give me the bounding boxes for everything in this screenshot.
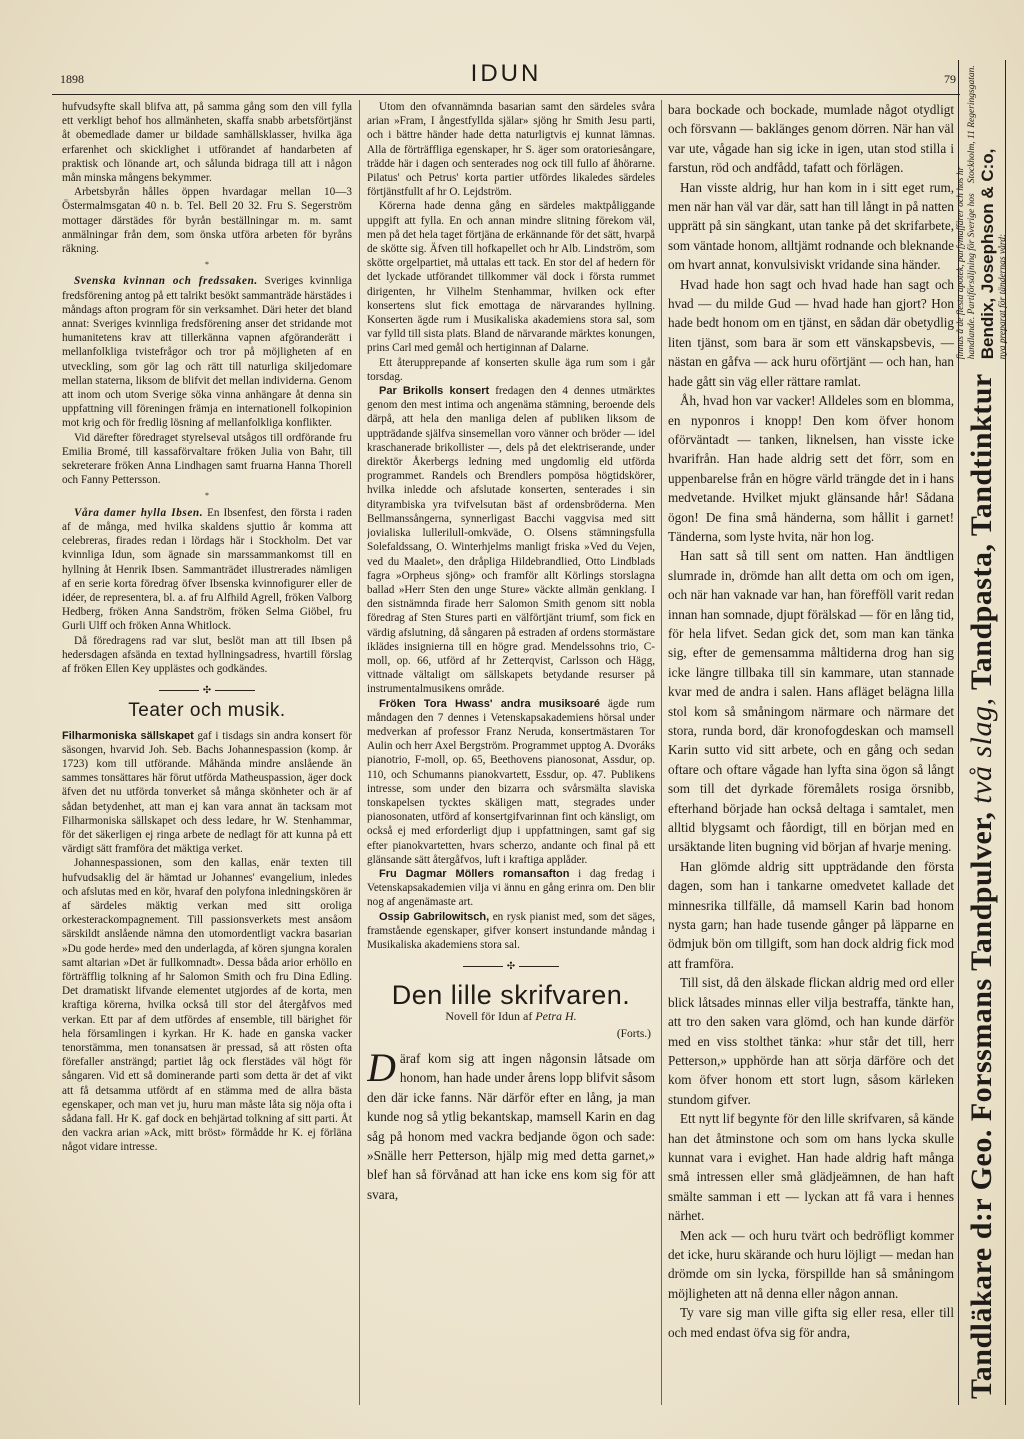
ad-wholesale-line: handlande. Partiförsäljning för Sverige hos	[966, 193, 977, 360]
paragraph: Vid därefter föredraget styrelseval utsågos till ordförande fru Emilia Bromé, till kassaförvaltare fröken Julia von Bahr, till sekreterare fröken Anna Lindhagen samt fruarna Hanna Thorell och Fanny Pettersson.	[62, 431, 352, 487]
article-moller	[367, 867, 655, 910]
paragraph: Ty vare sig man ville gifta sig eller resa, eller till och med endast öfva sig för andra,	[668, 1305, 954, 1340]
ad-product-paste: Tandpasta, Tandtinktur	[965, 373, 998, 690]
article-text: i dag fredag i Vetenskapsakademien vilja vi ännu en gång erinra om. Den blir nog af angenämaste art.	[367, 867, 655, 909]
paragraph: Till sist, då den älskade flickan aldrig med ord eller blick låtsades minnas eller vilja bestraffa, tänkte han, att tro den saken vara glömd, och han kunde därför med en viss stolthet tänka: »hur står det till, herr Petterson,» upphörde han att sörja därföre och det kom öfver honom ett stort lugn, såsom kärleken stundom gifver.	[668, 975, 954, 1107]
article-ossip	[367, 910, 655, 953]
page-number: 79	[944, 72, 956, 86]
serial-byline	[367, 1009, 655, 1023]
paragraph: Men ack — och huru tvärt och bedröfligt kommer det icke, huru skärande och huru löjligt — medan han drömde om sin lycka, förspillde han så småningom möjligheten att nå denna eller någon annan.	[668, 1227, 954, 1301]
article-filharmoniska	[62, 729, 352, 857]
paragraph: Han satt så till sent om natten. Han ändtligen slumrade in, drömde han allt detta om och om igen, och när han vaknade var han, han förefföll varit redan innan han somnade, djupt förälskad — för en lång tid, för hela lifvet. Sedan gick det, som man kan tänka sig, efter de gemensamma måltiderna drog han sig icke längre tillbaka till sin kammare, utan stannade kvar med de andra i salen. Hans afläget belägna lilla stol kom så småningom närmare och närmare det stora, runda bord, där kronofogdeskan och mamsell Karin sutto vid sitt arbete, och en gång och sedan oftare och oftare vågade han lyfta sina ögon så långt som till det dyrkade föremålets rosiga örsnibb, efterhand började han också deltaga i samtalet, men alltid blygsamt och fåordigt, till en början med en ursäktande liten bugning vid början af hvarje mening.	[668, 548, 954, 855]
article-heading: Våra damer hylla Ibsen.	[74, 506, 204, 519]
paragraph: Ett återupprepande af konserten skulle äga rum som i går torsdag.	[367, 356, 655, 383]
column-3	[668, 100, 954, 1405]
article-heading: Ossip Gabrilowitsch,	[379, 910, 490, 923]
advertisement-rotated	[955, 60, 1008, 1405]
page-header	[52, 60, 960, 95]
article-text: En Ibsenfest, den första i raden af de många, med hvilka skaldens sjuttio år komma att celebreras, firades redan i lördags här i Stockholm. Det var kvinnliga Idun, som ägnade sin marssammankomst till en hyllning åt Henrik Ibsen. Sammanträdet illustrerades nämligen af en serie korta föredrag öfver Ibsenska kvinnofigurer eller de idéer, de representera, bl. a. af fru Alfhild Agrell, fröken Valborg Hedberg, fröken Anna Sandström, fröken Selma Giöbel, fru Gurli Ulff och fröken Anna Whitlock.	[62, 506, 352, 633]
article-heading: Filharmoniska sällskapet	[62, 729, 194, 742]
article-hwass	[367, 697, 655, 867]
article-text: fredagen den 4 dennes utmärktes genom den mest intima och angenäma stämning, beroende dels därpå, att hela den manliga delen af publiken liksom de uppträdande själfva sinsemellan voro vänner och bröder — idel kraschanerade brikollister —, dels på det elektriserande, under direktör Åkerbergs ledning med ungdomlig eld utförda programmet. Randels och Brendlers pompösa högtidskörer, hvilka inledde och afslutade konserten, senterades i sin dityrambiska yra tvifvelsutan bäst af ordensbröderna. Men Bellmanssångerna, synnerligast Bacchi vaggvisa med sitt jovialiska lullerilull-omkväde, O. Olsens stämningsfulla Solefaldssang, O. Winterhjelms manligt friska »Ved du Vejen, ved du Maalet», den dråpliga Hildebrandlied, Otto Lindblads fagra »Orpheus sjöng» och framför allt Körlings storslagna ballad »Herr Sten den unge Sture» väckte allmän genklang. I den sistnämnda firade herr Salomon Smith genom sitt nobla föredrag af Sten Stures parti en välförtjänt triumf, som fick en värdig afslutning, då sångaren på estraden af ordens stormästare iklädes insignierna till en högre grad. Mendelssohns trio, C-moll, op. 66, utförd af hr Zetterqvist, Carlsson och Hägg, vittnade vältaligt om sällskapets betydande resurser på instrumentalmusikens område.	[367, 385, 655, 696]
separator-star: *	[205, 491, 209, 501]
byline-prefix: Novell för Idun af	[445, 1008, 536, 1023]
advertisement-strip	[955, 60, 1008, 1405]
ad-brand: Tandläkare d:r Geo. Forssmans	[965, 978, 998, 1399]
article-heading: Fröken Tora Hwass' andra musiksoaré	[379, 697, 600, 710]
article-heading: Fru Dagmar Möllers romansafton	[379, 867, 570, 880]
column-rule	[359, 100, 360, 1405]
serial-continued: (Forts.)	[616, 1027, 651, 1040]
ad-dealer-name: Bendix, Josephson & C:o,	[977, 148, 997, 360]
column-1	[62, 100, 352, 1405]
ad-dealer-row	[967, 65, 978, 359]
paragraph: Då föredragens rad var slut, beslöt man att till Ibsen på hedersdagen afsända en textad hyllningsadress, hvartill förslag af fröken Ellen Key upplästes och godkändes.	[62, 634, 352, 675]
ad-retail-info	[956, 65, 1009, 359]
separator-star: *	[205, 260, 209, 270]
paragraph: Utom den ofvannämnda basarian samt den särdeles svåra arian »Fram, I ångestfyllda själar» sjöng hr Smith Jesu parti, och i bättre händer hade detta naturligtvis ej kunnat lämnas. Alla de förträffliga egenskaper, hr S. äger som oratoriesångare, trädde här i dagen och senterades nog ock till fullo af åhörarne. Pilatus' och Petrus' korta partier utfördes likaledes särdeles förtjänstfullt af hr O. Lejdström.	[367, 101, 655, 199]
article-brikolls	[367, 384, 655, 696]
article-heading: Svenska kvinnan och fredssaken.	[74, 275, 258, 288]
paragraph: Johannespassionen, som den kallas, enär texten till hufvudsaklig del är hämtad ur Johannes' evangelium, inledes och afslutas med en kör, hvaraf den polyfona inledningskören är af särdeles mäktig verkan med sitt oroliga orkesterackompagnement. Till passionsverkets mest ansåom särskildt anslående nämna den utomordentligt vackra basarian »Du gode herde» med den underlagda, af kören sjungna koralen samt altarian »Det är fullkomnadt». Dessa båda arior erhöllo en förträfflig tolkning af hr Salomon Smith och fru Dina Edling. Det dramatiskt lifvande elementet utgjordes af de korta, men kraftiga körerna, hvilka också till stor del återgåfvos med verkan. Ett par af dem utfördes af ensemble, till bärighet för hela församlingen i kyrkan. Hr K. hade en ganska vacker tenorstämma, men tonansatsen är pressad, så att rösten ofta förefaller ansträngd; partiet låg ock flerstädes väl högt för sångaren. Vid ett så dominerande parti som detta är det af vikt att få detsamma utfördt af en stämma med de allra bästa egenskaper, och man vet ju, huru man måste låta sig nöja ofta i sådana fall. Hr K. gaf dock en behjärtad tolkning af sitt parti. Åt den vackra arian »Ack, mitt bröst» förmådde hr K. ej förläna något vidare intresse.	[62, 857, 352, 1154]
article-svenska	[62, 274, 352, 430]
paragraph: Åh, hvad hon var vacker! Alldeles som en blomma, en nyponros i knopp! Den kom öfver honom oförväntadt — tanken, liknelsen, han visste icke hvarifrån. Han hade aldrig sett det förr, som en uppenbarelse från en högre värld trängde det in i hans medvetande. Hvilket mjukt glänsande hår! Sådana ögon! De fina små händerna, som hållit i garnet! Tänderna, som lyste hvita, när hon log.	[668, 393, 954, 544]
article-ibsen	[62, 506, 352, 634]
article-text: en rysk pianist med, som det säges, framstående egenskaper, gifver konsert instundande måndag i Musikaliska akademiens stora sal.	[367, 910, 655, 951]
article-text: Sveriges kvinnliga fredsförening antog på ett talrikt besökt sammanträde härstädes i måndags afton program för sin verksamhet. Däri heter det bland annat: Sveriges kvinnliga fredsförening anser det stridande mot humanitetens krav att tillerkänna vapnen afgöranderätt i mellanfolkliga tvistefrågor och tror på möjligheten af en utveckling, som gör lag och rätt till naturliga skiljedomare mellan staterna, liksom de blifvit det mellan individerna. Genom att inom och utom Sverige söka vinna anhängare åt denna sin uppfattning vill föreningen främja en internationell folkopinion mot krig och för fredlig lösning af mellanfolkliga konflikter.	[62, 275, 352, 430]
ad-product-kinds: två slag,	[965, 697, 998, 804]
serial-body	[367, 1045, 655, 1204]
serial-text: äraf kom sig att ingen någonsin låtsade om honom, han hade under årens lopp blifvit såsom den där icke fanns. När därför efter en lång, ja man kunde nog så ytlig bekantskap, mamsell Karin en dag såg på honom med vackra bedjande ögon och sade: »Snälle herr Petterson, hjälp mig med detta garnet,» blef han så förvånad att han icke ens kom sig för att svara,	[367, 1051, 655, 1202]
column-2	[367, 100, 655, 1405]
ad-address: Stockholm, 11 Regeringsgatan.	[966, 65, 977, 184]
paragraph: Han visste aldrig, hur han kom in i sitt eget rum, men när han väl var där, satt han till långt in på natten upprätt på sin sängkant, utan tanke på det skrifarbete, som väntade honom, alltjämt rodnande och bleknande om hvart annat, konvulsiviskt vridande sina händer.	[668, 179, 954, 273]
ornament-divider: ✣	[367, 960, 655, 974]
paragraph: Arbetsbyrån hålles öppen hvardagar mellan 10—3 Östermalmsgatan 40 n. b. Tel. Bell 20 32. Fru S. Segerström mottager därstädes för byrån beställningar m. m. samt anmälningar från dem, som önska utföra arbeten för byråns räkning.	[62, 186, 352, 256]
drop-cap: D	[367, 1045, 396, 1090]
section-title: Teater och musik.	[128, 700, 286, 722]
ad-tagline: nya preparat för tändernas vård:	[997, 233, 1008, 360]
paragraph: Han glömde aldrig sitt uppträdande den första dagen, som han i tankarne omedvetet kallade det minnesrika tillfälle, då mamsell Karin bad honom nysta garn; han hade tusende gånger på läpparne en ödmjuk bön om tillgift, som han dock aldrig fick mod att framföra.	[668, 858, 954, 971]
page-year: 1898	[60, 72, 84, 86]
article-heading: Par Brikolls konsert	[379, 385, 490, 398]
ad-retail-line: finnas å de flesta apotek, parfymaffärer och hos hr	[955, 166, 966, 360]
paragraph: Körerna hade denna gång en särdeles maktpåliggande uppgift att fylla. En och annan mindre slitning förekom väl, men på det hela taget förtjäna de erkännande för det sätt, hvarpå de skötte sig. Äfven till hofkapellet och hr Alb. Lindström, som skötte orgelpartiet, må uttalas ett tack. En stor del af hedern för det lyckade utförandet tillkommer väl dock i första rummet dirigenten, hr Vilhelm Stenhammar, hvilken ock efter konsertens slut fick emottaga de närvarandes hyllning. Konserten ägde rum i Musikaliska akademiens stora sal, som var fylld till sista plats. Bland de närvarande märktes konungen, prins Carl med gemål och hertiginnan af Dalarne.	[367, 200, 655, 355]
article-text: gaf i tisdags sin andra konsert för säsongen, hvarvid Joh. Seb. Bachs Johannespassion (komp. år 1723) kom till utförande. Måhända mindre anslående än sammes tonsättares här förut utförda Matheuspassion, äger dock äfven det nu utförda tonverket så många skönheter och är af sådan betydenhet, att man ej kan vara annat än tacksam mot Filharmoniska sällskapet och dess ledare, hr W. Stenhammar, för det säkerligen ej ringa arbete de nedlagt för att kunna på ett värdigt sätt framföra det mäktiga verket.	[62, 729, 352, 856]
ad-product-powder: Tandpulver,	[965, 811, 998, 971]
paragraph: Ett nytt lif begynte för den lille skrifvaren, så kände han det åtminstone och som om hans lycka skulle kunnat vara i evighet. Han hade aldrig haft många små intressen eller små glädjeämnen, de han haft smälte samman i ett — lyckan att få vara i hennes närhet.	[668, 1111, 954, 1224]
ad-products	[965, 373, 999, 1405]
serial-title: Den lille skrifvaren.	[391, 980, 631, 1011]
article-text: ägde rum måndagen den 7 dennes i Vetenskapsakademiens hörsal under medverkan af professor Franz Neruda, konsertmästaren Tor Aulin och herr Axel Bergström. Programmet upptog A. Dvoráks pianotrio, F-moll, op. 65, Beethovens pianosonat, Assdur, op. 110, och Schumanns pianokvartett, Essdur, op. 47. Publikens intresse, som under den bizarra och svårsmälta slaviska tonskapelsen tycktes skäligen matt, stegrades under pianosonaten, utförd af konsertgifvarinnan fint och känsligt, om också ej med erforderligt djup i uppfattningen, samt gaf sig efter pianokvartetten, hvars scherzo, andante och final på ett glänsande sätt återgåfvos, luft i kraftiga applåder.	[367, 697, 655, 866]
paragraph: bara bockade och bockade, mumlade något otydligt och försvann — baklänges genom dörren. När han väl var ute, vågade han sig icke in igen, utan stod stilla i farstun, röd och andfådd, tafatt och förlägen.	[668, 102, 954, 176]
byline-author: Petra H.	[535, 1008, 577, 1023]
column-rule	[661, 100, 662, 1405]
ornament-divider: ✣	[62, 684, 352, 698]
paragraph: Hvad hade hon sagt och hvad hade han sagt och hvad — du milde Gud — hvad hade han gjort? Hon hade bedt honom om en tjänst, en sådan där obetydlig liten tjänst, som bara är som ett vänskapsbevis, — nästan en gåfva — ack huru oförtjänt — och han, han hade gått sin väg eller rättare ramlat.	[668, 276, 954, 389]
paragraph: hufvudsyfte skall blifva att, på samma gång som den vill fylla ett verkligt behof hos allmänheten, skaffa snabb arbetsförtjänst åt obemedlade damer ur bildade samhällsklasser, hvilka äga erfarenhet och skicklighet i utförandet af handarbeten af praktisk och lönande art, och sålunda bidraga till att i någon mån minska mångens bekymmer.	[62, 101, 352, 185]
masthead-title: IDUN	[470, 60, 542, 87]
